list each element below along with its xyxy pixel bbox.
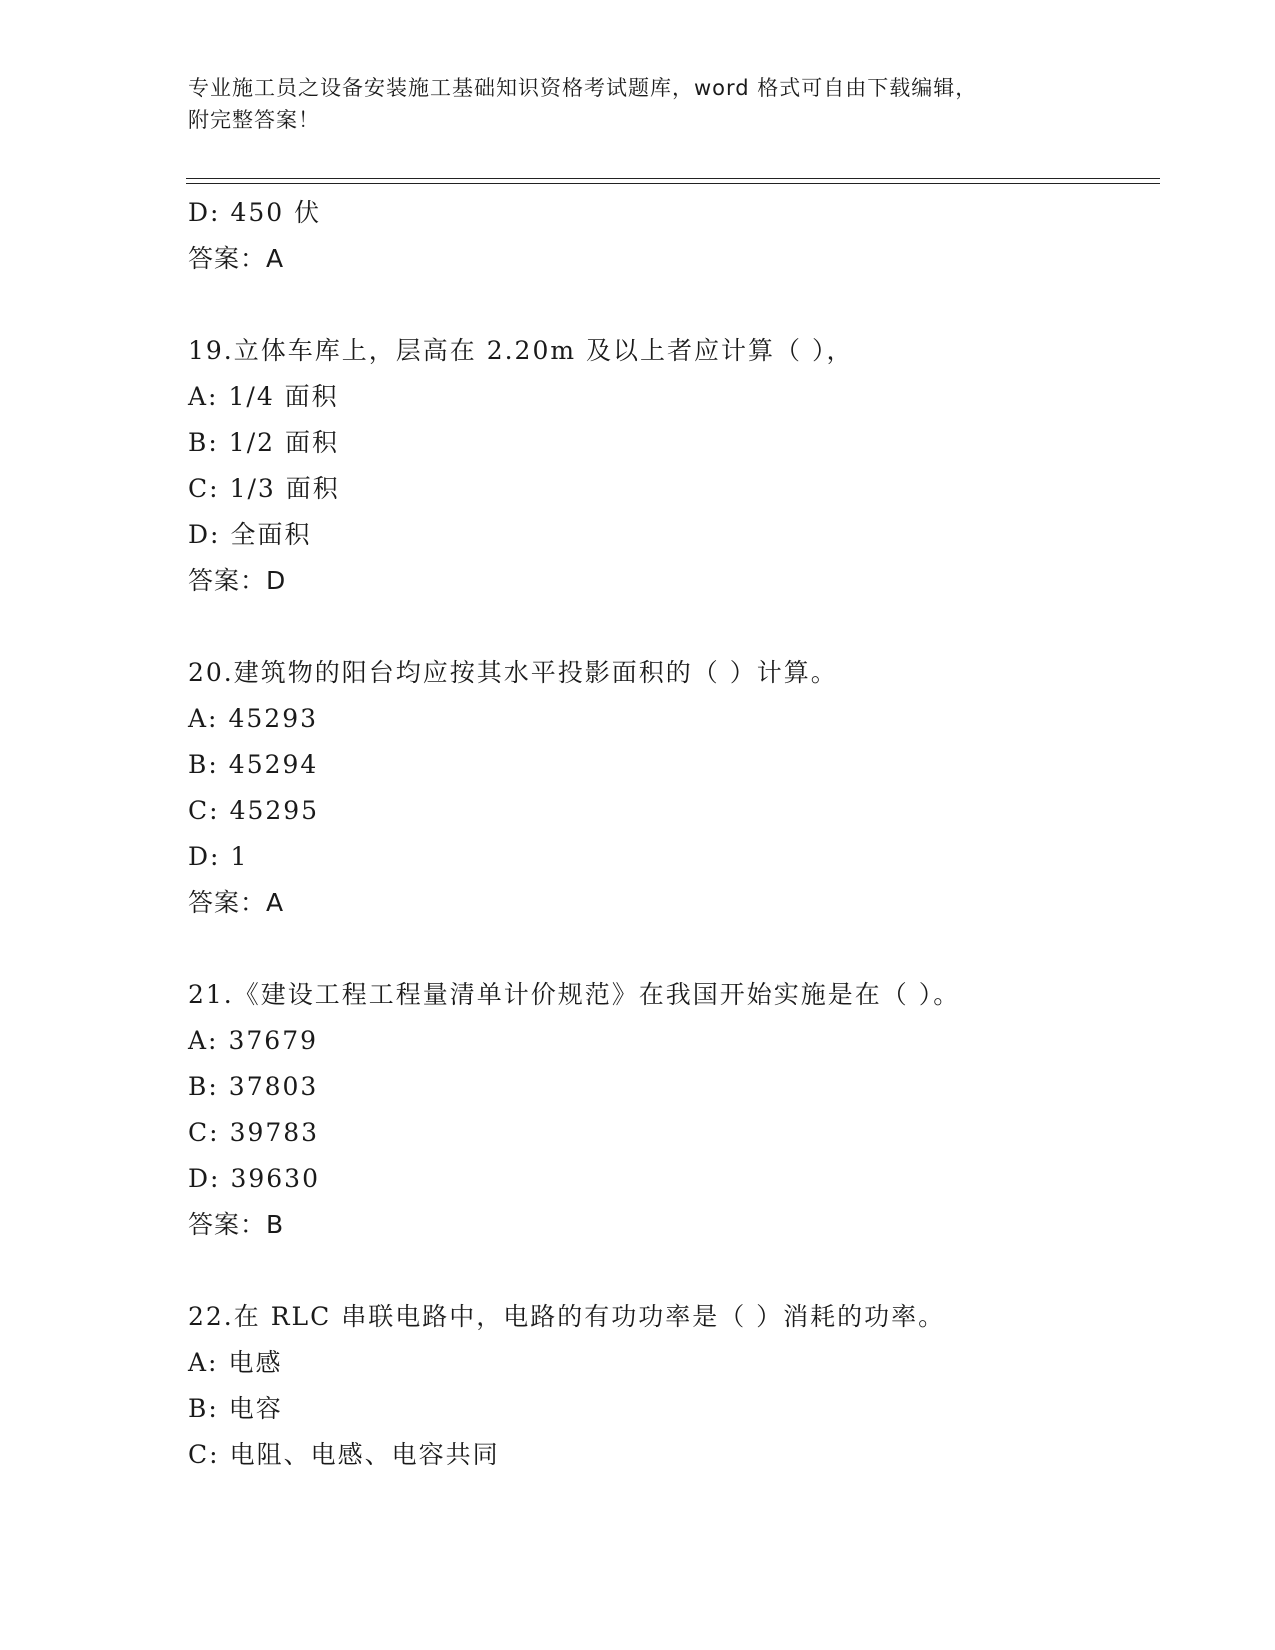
question-stem: 20.建筑物的阳台均应按其水平投影面积的（ ）计算。	[188, 658, 838, 687]
question-stem: 22.在 RLC 串联电路中，电路的有功功率是（ ）消耗的功率。	[188, 1302, 946, 1331]
option-c	[188, 466, 1148, 512]
option-letter: C:	[188, 474, 220, 503]
option-letter: B:	[188, 428, 219, 457]
header-divider-top	[186, 178, 1160, 179]
answer-line: 答案：B	[188, 1210, 285, 1239]
answer-line: 答案：A	[188, 244, 285, 273]
option-letter: D:	[188, 198, 221, 227]
document-header	[188, 72, 1088, 136]
option-text: 37679	[228, 1026, 319, 1055]
option-letter: C:	[188, 796, 220, 825]
option-letter: A:	[188, 1026, 219, 1055]
question-19	[188, 328, 1148, 604]
header-line-2: 附完整答案！	[188, 108, 320, 132]
option-d	[188, 190, 1148, 236]
option-text: 39783	[229, 1118, 320, 1147]
option-text: 1/4 面积	[228, 382, 339, 411]
option-a	[188, 374, 1148, 420]
option-a	[188, 1018, 1148, 1064]
option-b	[188, 742, 1148, 788]
option-letter: A:	[188, 704, 219, 733]
option-letter: A:	[188, 382, 219, 411]
option-b	[188, 1064, 1148, 1110]
option-text: 45294	[228, 750, 319, 779]
option-text: 37803	[228, 1072, 319, 1101]
option-c	[188, 1432, 1148, 1478]
option-text: 1/2 面积	[228, 428, 339, 457]
question-22	[188, 1294, 1148, 1478]
header-line-1: 专业施工员之设备安装施工基础知识资格考试题库，word 格式可自由下载编辑，	[188, 76, 978, 100]
option-text: 1	[230, 842, 249, 871]
option-letter: B:	[188, 1394, 219, 1423]
option-d	[188, 1156, 1148, 1202]
option-text: 450 伏	[230, 198, 322, 227]
option-text: 45293	[228, 704, 319, 733]
option-letter: D:	[188, 1164, 221, 1193]
option-letter: D:	[188, 520, 221, 549]
option-text: 1/3 面积	[229, 474, 340, 503]
question-21	[188, 972, 1148, 1248]
answer-line: 答案：A	[188, 888, 285, 917]
option-letter: C:	[188, 1118, 220, 1147]
option-d	[188, 834, 1148, 880]
option-text: 45295	[229, 796, 320, 825]
option-d	[188, 512, 1148, 558]
option-text: 电容	[228, 1394, 283, 1423]
option-text: 电阻、电感、电容共同	[229, 1440, 500, 1469]
question-20	[188, 650, 1148, 926]
question-stem: 21.《建设工程工程量清单计价规范》在我国开始实施是在（ ）。	[188, 980, 961, 1009]
option-letter: A:	[188, 1348, 219, 1377]
option-text: 全面积	[230, 520, 312, 549]
option-letter: C:	[188, 1440, 220, 1469]
option-b	[188, 420, 1148, 466]
answer-line: 答案：D	[188, 566, 287, 595]
question-stem: 19.立体车库上，层高在 2.20m 及以上者应计算（ ），	[188, 336, 854, 365]
option-letter: D:	[188, 842, 221, 871]
question-list	[188, 190, 1148, 1478]
option-letter: B:	[188, 1072, 219, 1101]
option-letter: B:	[188, 750, 219, 779]
option-text: 电感	[228, 1348, 283, 1377]
option-text: 39630	[230, 1164, 320, 1193]
option-c	[188, 788, 1148, 834]
option-b	[188, 1386, 1148, 1432]
option-a	[188, 696, 1148, 742]
option-a	[188, 1340, 1148, 1386]
option-c	[188, 1110, 1148, 1156]
header-divider-bottom	[186, 183, 1160, 184]
